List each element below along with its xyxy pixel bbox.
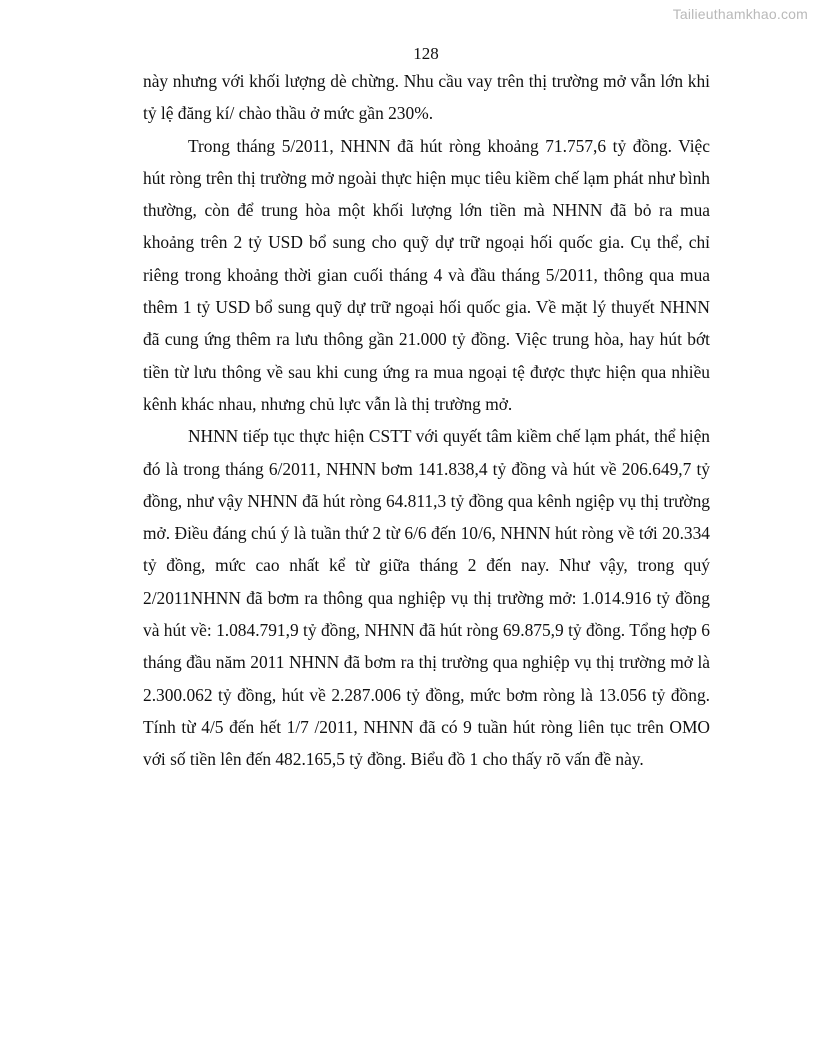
page-number: 128 [413,44,439,63]
paragraph-june-2011: NHNN tiếp tục thực hiện CSTT với quyết tâm kiềm chế lạm phát, thể hiện đó là trong tháng 6/2011, NHNN bơm 141.838,4 tỷ đồng và hút về 206.649,7 tỷ đồng, như vậy NHNN đã hút ròng 64.811,3 tỷ đồng qua kênh ngiệp vụ thị trường mở. Điều đáng chú ý là tuần thứ 2 từ 6/6 đến 10/6, NHNN hút ròng về tới 20.334 tỷ đồng, mức cao nhất kể từ giữa tháng 2 đến nay. Như vậy, trong quý 2/2011NHNN đã bơm ra thông qua nghiệp vụ thị trường mở: 1.014.916 tỷ đồng và hút về: 1.084.791,9 tỷ đồng, NHNN đã hút ròng 69.875,9 tỷ đồng. Tổng hợp 6 tháng đầu năm 2011 NHNN đã bơm ra thị trường qua nghiệp vụ thị trường mở là 2.300.062 tỷ đồng, hút về 2.287.006 tỷ đồng, mức bơm ròng là 13.056 tỷ đồng. Tính từ 4/5 đến hết 1/7 /2011, NHNN đã có 9 tuần hút ròng liên tục trên OMO với số tiền lên đến 482.165,5 tỷ đồng. Biểu đồ 1 cho thấy rõ vấn đề này. [143,426,710,770]
paragraph-continuation: này nhưng với khối lượng dè chừng. Nhu cầu vay trên thị trường mở vẫn lớn khi tỷ lệ đăng kí/ chào thầu ở mức gần 230%. [143,71,710,124]
paragraph-may-2011: Trong tháng 5/2011, NHNN đã hút ròng khoảng 71.757,6 tỷ đồng. Việc hút ròng trên thị trường mở ngoài thực hiện mục tiêu kiềm chế lạm phát như bình thường, còn để trung hòa một khối lượng lớn tiền mà NHNN đã bỏ ra mua khoảng trên 2 tỷ USD bổ sung cho quỹ dự trữ ngoại hối quốc gia. Cụ thể, chỉ riêng trong khoảng thời gian cuối tháng 4 và đầu tháng 5/2011, thông qua mua thêm 1 tỷ USD bổ sung quỹ dự trữ ngoại hối quốc gia. Về mặt lý thuyết NHNN đã cung ứng thêm ra lưu thông gần 21.000 tỷ đồng. Việc trung hòa, hay hút bớt tiền từ lưu thông về sau khi cung ứng ra mua ngoại tệ được thực hiện qua nhiều kênh khác nhau, nhưng chủ lực vẫn là thị trường mở. [143,135,710,414]
watermark: Tailieuthamkhao.com [672,6,808,22]
document-body [143,65,710,776]
